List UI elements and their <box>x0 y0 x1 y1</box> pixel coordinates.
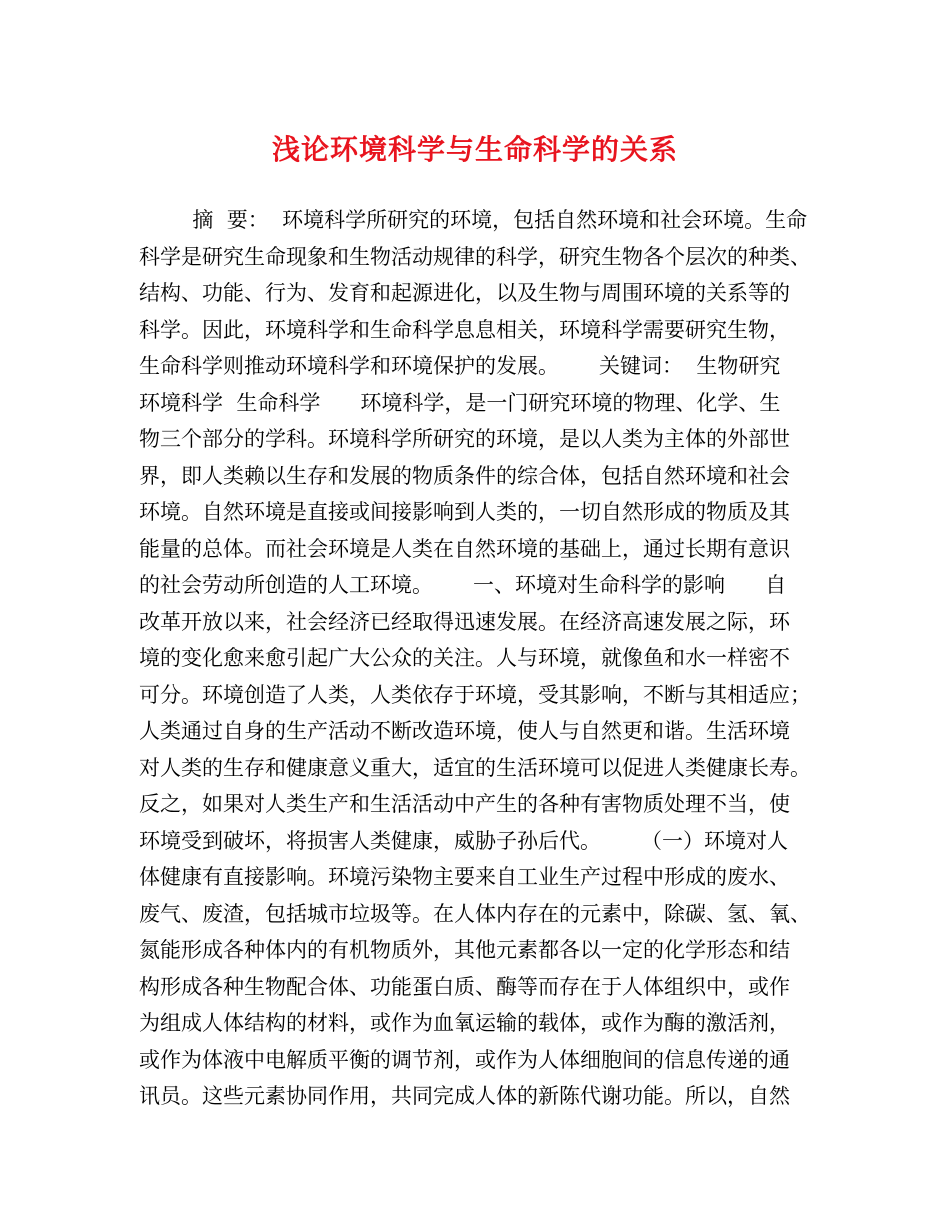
body-text-line: 物三个部分的学科。环境科学所研究的环境，是以人类为主体的外部世 <box>139 427 790 451</box>
body-text-line: 反之，如果对人类生产和生活活动中产生的各种有害物质处理不当，使 <box>139 792 790 816</box>
body-text-line: 对人类的生存和健康意义重大，适宜的生活环境可以促进人类健康长寿。 <box>139 755 811 780</box>
body-text-line: 讯员。这些元素协同作用，共同完成人体的新陈代谢功能。所以，自然 <box>139 1084 790 1108</box>
body-text-line: 的社会劳动所创造的人工环境。 一、环境对生命科学的影响 自 <box>139 573 787 597</box>
body-text-line: 结构、功能、行为、发育和起源进化，以及生物与周围环境的关系等的 <box>139 281 790 305</box>
body-text-line: 环境科学 生命科学 环境科学，是一门研究环境的物理、化学、生 <box>139 390 781 415</box>
body-text-line: 摘 要： 环境科学所研究的环境，包括自然环境和社会环境。生命 <box>139 208 808 232</box>
body-text-line: 废气、废渣，包括城市垃圾等。在人体内存在的元素中，除碳、氢、氧、 <box>139 901 811 926</box>
body-text-line: 界，即人类赖以生存和发展的物质条件的综合体，包括自然环境和社会 <box>139 463 790 488</box>
body-text-line: 体健康有直接影响。环境污染物主要来自工业生产过程中形成的废水、 <box>139 865 790 889</box>
body-text-line: 科学。因此，环境科学和生命科学息息相关，环境科学需要研究生物， <box>139 317 790 342</box>
body-text-line: 生命科学则推动环境科学和环境保护的发展。 关键词： 生物研究 <box>139 354 781 378</box>
body-text-line: 为组成人体结构的材料，或作为血氧运输的载体，或作为酶的激活剂， <box>139 1011 790 1035</box>
article-body <box>139 202 829 1115</box>
page-title: 浅论环境科学与生命科学的关系 <box>271 133 678 166</box>
body-text-line: 可分。环境创造了人类，人类依存于环境，受其影响，不断与其相适应； <box>139 682 811 707</box>
body-text-line: 境的变化愈来愈引起广大公众的关注。人与环境，就像鱼和水一样密不 <box>139 646 790 670</box>
body-text-line: 能量的总体。而社会环境是人类在自然环境的基础上，通过长期有意识 <box>139 536 790 561</box>
body-text-line: 环境。自然环境是直接或间接影响到人类的，一切自然形成的物质及其 <box>139 500 790 524</box>
body-text-line: 环境受到破坏，将损害人类健康，威胁子孙后代。 （一）环境对人 <box>139 828 789 853</box>
body-text-line: 改革开放以来，社会经济已经取得迅速发展。在经济高速发展之际，环 <box>139 609 790 634</box>
body-text-line: 氮能形成各种体内的有机物质外，其他元素都各以一定的化学形态和结 <box>139 938 790 962</box>
body-text-line: 或作为体液中电解质平衡的调节剂，或作为人体细胞间的信息传递的通 <box>139 1047 790 1072</box>
body-text-line: 科学是研究生命现象和生物活动规律的科学，研究生物各个层次的种类、 <box>139 244 811 269</box>
body-text-line: 人类通过自身的生产活动不断改造环境，使人与自然更和谐。生活环境 <box>139 719 790 743</box>
body-text-line: 构形成各种生物配合体、功能蛋白质、酶等而存在于人体组织中，或作 <box>139 974 790 999</box>
